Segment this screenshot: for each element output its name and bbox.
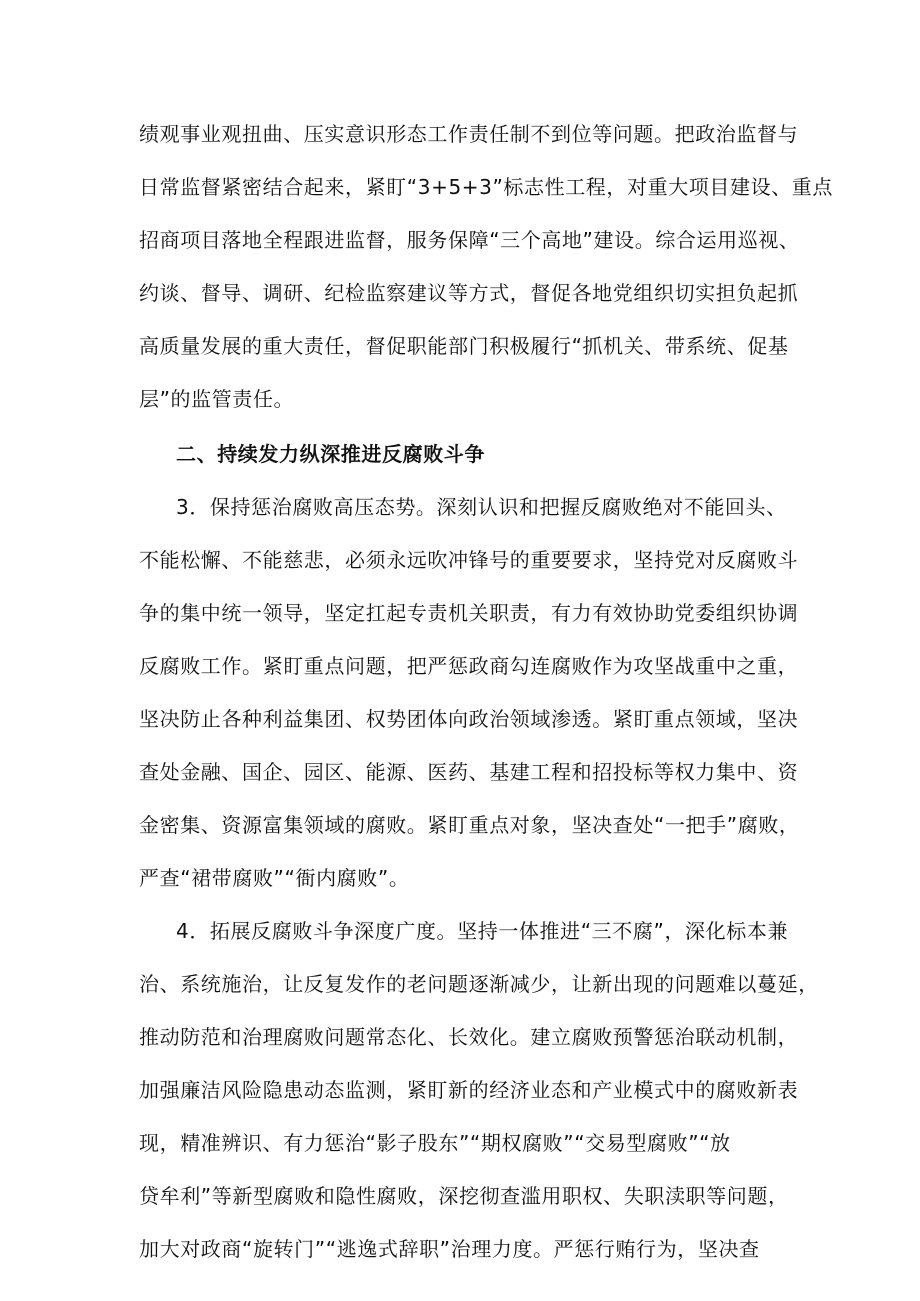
paragraph-1-line-6: 层”的监管责任。 — [139, 387, 295, 411]
paragraph-3-line-5: 坚决防止各种利益集团、权势团体向政治领域渗透。紧盯重点领域，坚决 — [139, 707, 799, 731]
paragraph-4-line-3: 推动防范和治理腐败问题常态化、长效化。建立腐败预警惩治联动机制， — [139, 1025, 799, 1049]
paragraph-3-line-7: 金密集、资源富集领域的腐败。紧盯重点对象，坚决查处“一把手”腐败， — [139, 813, 800, 837]
paragraph-1-line-1: 绩观事业观扭曲、压实意识形态工作责任制不到位等问题。把政治监督与 — [139, 122, 799, 146]
paragraph-1-line-2: 日常监督紧密结合起来，紧盯“3+5+3”标志性工程，对重大项目建设、重点 — [139, 175, 834, 199]
paragraph-3-line-2: 不能松懈、不能慈悲，必须永远吹冲锋号的重要要求，坚持党对反腐败斗 — [139, 548, 799, 572]
paragraph-3-line-4: 反腐败工作。紧盯重点问题，把严惩政商勾连腐败作为攻坚战重中之重， — [139, 654, 799, 678]
paragraph-1-line-3: 招商项目落地全程跟进监督，服务保障“三个高地”建设。综合运用巡视、 — [139, 228, 800, 252]
paragraph-4-line-2: 治、系统施治，让反复发作的老问题逐渐减少，让新出现的问题难以蔓延， — [139, 972, 819, 996]
paragraph-1-line-5: 高质量发展的重大责任，督促职能部门积极履行“抓机关、带系统、促基 — [139, 334, 789, 358]
paragraph-4-line-1: 4．拓展反腐败斗争深度广度。坚持一体推进“三不腐”，深化标本兼 — [176, 919, 789, 943]
section-heading: 二、持续发力纵深推进反腐败斗争 — [176, 442, 485, 466]
paragraph-3-line-6: 查处金融、国企、园区、能源、医药、基建工程和招投标等权力集中、资 — [139, 760, 799, 784]
paragraph-4-line-5: 现，精准辨识、有力惩治“影子股东”“期权腐败”“交易型腐败”“放 — [139, 1131, 731, 1155]
paragraph-3-line-1: 3．保持惩治腐败高压态势。深刻认识和把握反腐败绝对不能回头、 — [176, 495, 787, 519]
paragraph-1-line-4: 约谈、督导、调研、纪检监察建议等方式，督促各地党组织切实担负起抓 — [139, 281, 799, 305]
paragraph-4-line-4: 加强廉洁风险隐患动态监测，紧盯新的经济业态和产业模式中的腐败新表 — [139, 1078, 799, 1102]
paragraph-4-line-6: 贷牟利”等新型腐败和隐性腐败，深挖彻查滥用职权、失职渎职等问题， — [139, 1184, 789, 1208]
paragraph-3-line-8: 严查“裙带腐败”“衙内腐败”。 — [139, 866, 410, 890]
paragraph-3-line-3: 争的集中统一领导，坚定扛起专责机关职责，有力有效协助党委组织协调 — [139, 601, 799, 625]
paragraph-4-line-7: 加大对政商“旋转门”“逃逸式辞职”治理力度。严惩行贿行为，坚决查 — [139, 1237, 760, 1261]
